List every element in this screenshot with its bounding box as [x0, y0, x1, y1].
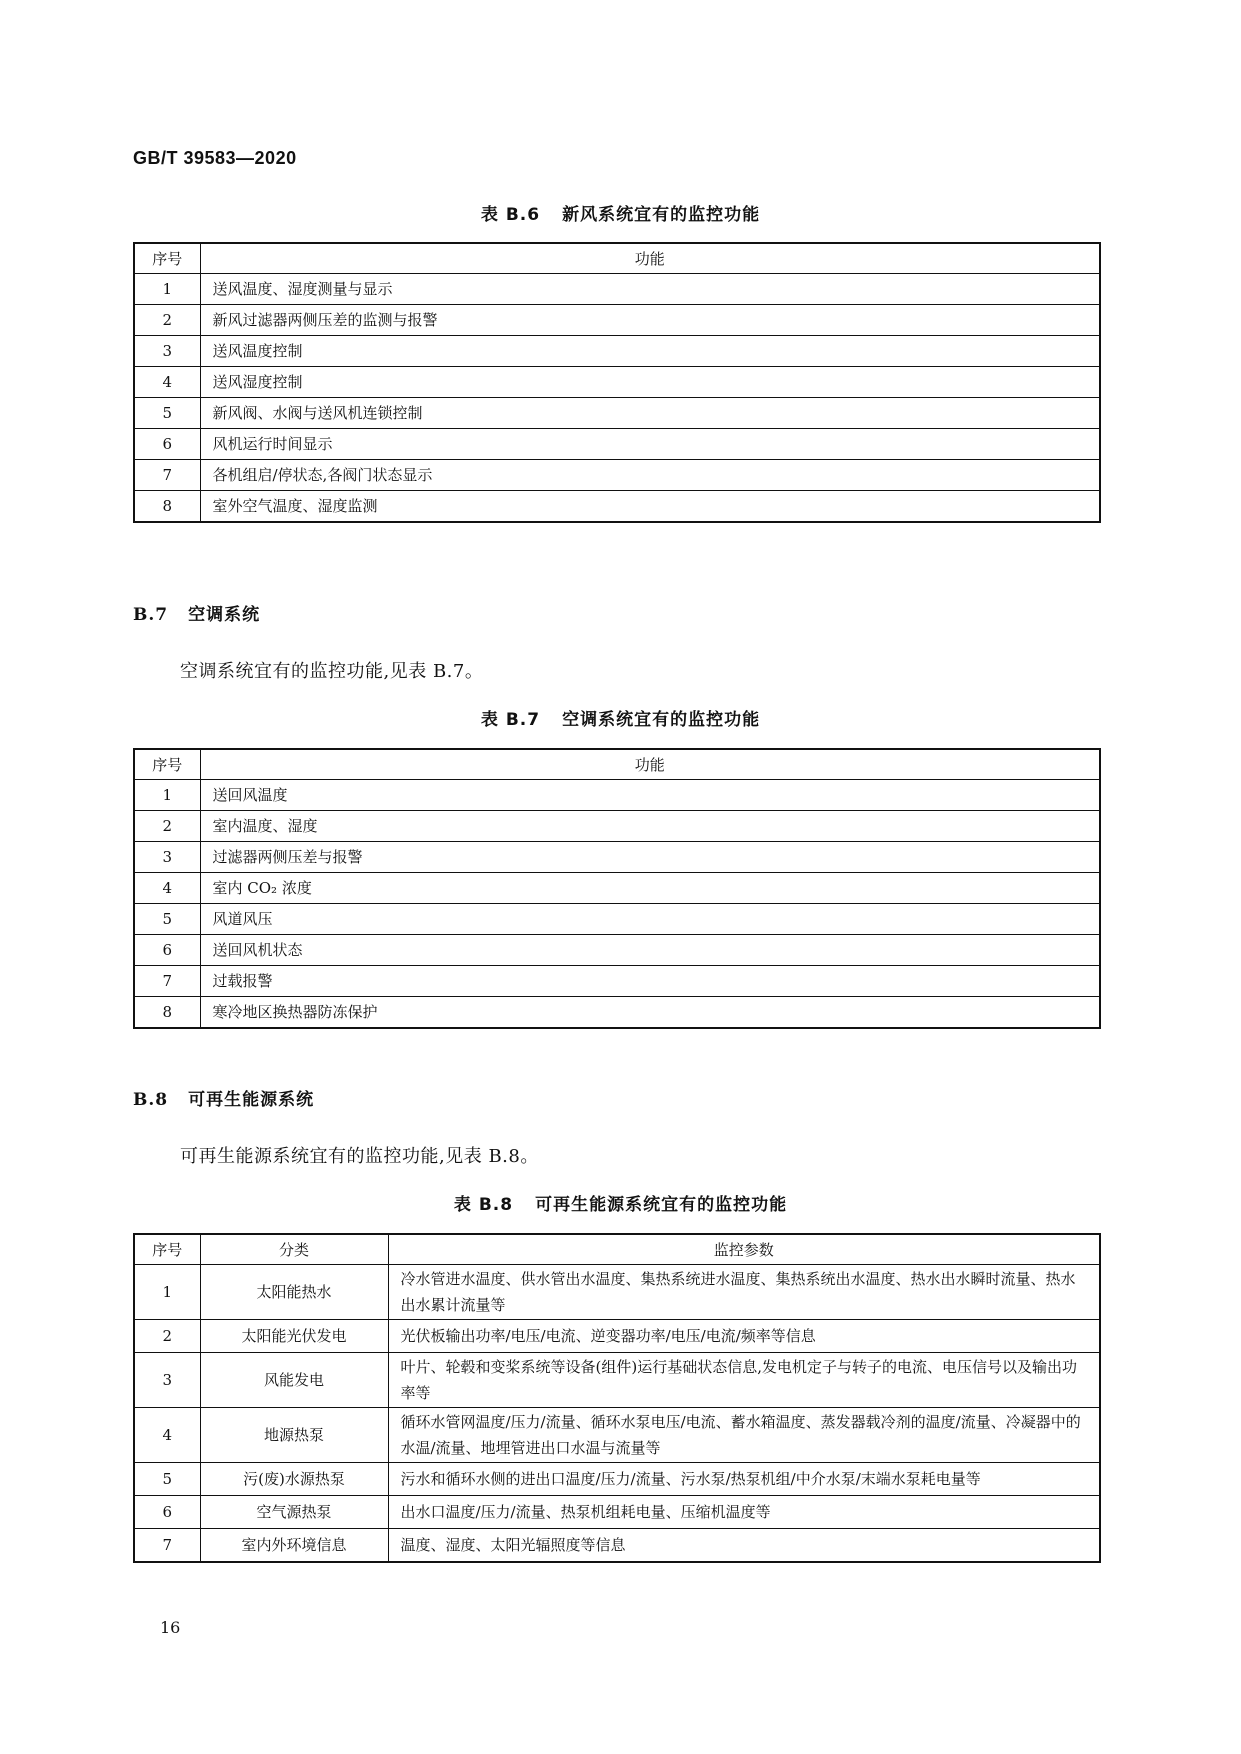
row-function: 风机运行时间显示 — [200, 429, 1100, 460]
table-row — [134, 491, 1100, 523]
row-index: 4 — [134, 873, 200, 904]
row-index: 7 — [134, 1529, 200, 1563]
row-function: 新风过滤器两侧压差的监测与报警 — [200, 305, 1100, 336]
table-b7-caption-number: 表 B.7 — [480, 710, 541, 730]
table-header-row — [134, 243, 1100, 274]
row-parameters: 光伏板输出功率/电压/电流、逆变器功率/电压/电流/频率等信息 — [388, 1320, 1100, 1353]
table-row — [134, 1265, 1100, 1320]
section-b8-heading — [133, 1085, 314, 1110]
table-b6-caption — [0, 200, 1241, 225]
table-b6 — [133, 242, 1101, 523]
table-b6-caption-title: 新风系统宜有的监控功能 — [562, 205, 761, 225]
table-row — [134, 1320, 1100, 1353]
row-index: 3 — [134, 336, 200, 367]
row-index: 8 — [134, 491, 200, 523]
table-row — [134, 811, 1100, 842]
row-function: 各机组启/停状态,各阀门状态显示 — [200, 460, 1100, 491]
table-row — [134, 904, 1100, 935]
table-row — [134, 842, 1100, 873]
row-parameters: 循环水管网温度/压力/流量、循环水泵电压/电流、蓄水箱温度、蒸发器载冷剂的温度/流量、冷凝器中的水温/流量、地埋管进出口水温与流量等 — [388, 1408, 1100, 1463]
table-b7-caption-title: 空调系统宜有的监控功能 — [562, 710, 761, 730]
section-b7-intro: 空调系统宜有的监控功能,见表 B.7。 — [180, 661, 484, 682]
section-b7-heading — [133, 600, 260, 625]
section-b8-number: B.8 — [133, 1090, 169, 1110]
page-number: 16 — [160, 1618, 181, 1637]
row-index: 8 — [134, 997, 200, 1029]
table-row — [134, 398, 1100, 429]
col-header-function: 功能 — [200, 243, 1100, 274]
row-function: 风道风压 — [200, 904, 1100, 935]
row-parameters: 温度、湿度、太阳光辐照度等信息 — [388, 1529, 1100, 1563]
row-index: 4 — [134, 367, 200, 398]
row-category: 风能发电 — [200, 1353, 388, 1408]
table-row — [134, 305, 1100, 336]
row-function: 送风温度控制 — [200, 336, 1100, 367]
table-row — [134, 1529, 1100, 1563]
row-category: 空气源热泵 — [200, 1496, 388, 1529]
row-function: 过滤器两侧压差与报警 — [200, 842, 1100, 873]
row-index: 6 — [134, 429, 200, 460]
row-parameters: 冷水管进水温度、供水管出水温度、集热系统进水温度、集热系统出水温度、热水出水瞬时流量、热水出水累计流量等 — [388, 1265, 1100, 1320]
row-function: 送风温度、湿度测量与显示 — [200, 274, 1100, 305]
row-index: 5 — [134, 398, 200, 429]
section-b7-title: 空调系统 — [188, 605, 261, 625]
col-header-index: 序号 — [134, 1234, 200, 1265]
row-index: 2 — [134, 305, 200, 336]
row-parameters: 出水口温度/压力/流量、热泵机组耗电量、压缩机温度等 — [388, 1496, 1100, 1529]
col-header-category: 分类 — [200, 1234, 388, 1265]
col-header-parameters: 监控参数 — [388, 1234, 1100, 1265]
row-function: 室内温度、湿度 — [200, 811, 1100, 842]
section-b8-title: 可再生能源系统 — [188, 1090, 315, 1110]
col-header-index: 序号 — [134, 749, 200, 780]
table-row — [134, 429, 1100, 460]
row-function: 室外空气温度、湿度监测 — [200, 491, 1100, 523]
table-b7-caption — [0, 705, 1241, 730]
table-row — [134, 1353, 1100, 1408]
row-index: 2 — [134, 811, 200, 842]
row-function: 送回风温度 — [200, 780, 1100, 811]
table-b7 — [133, 748, 1101, 1029]
row-index: 6 — [134, 935, 200, 966]
table-header-row — [134, 749, 1100, 780]
row-function: 室内 CO₂ 浓度 — [200, 873, 1100, 904]
row-index: 4 — [134, 1408, 200, 1463]
standard-code: GB/T 39583—2020 — [133, 148, 297, 168]
row-category: 室内外环境信息 — [200, 1529, 388, 1563]
row-function: 送回风机状态 — [200, 935, 1100, 966]
row-category: 太阳能热水 — [200, 1265, 388, 1320]
table-row — [134, 966, 1100, 997]
row-index: 3 — [134, 1353, 200, 1408]
table-header-row — [134, 1234, 1100, 1265]
col-header-index: 序号 — [134, 243, 200, 274]
table-row — [134, 367, 1100, 398]
row-index: 2 — [134, 1320, 200, 1353]
table-b8-caption-title: 可再生能源系统宜有的监控功能 — [535, 1195, 788, 1215]
row-index: 1 — [134, 1265, 200, 1320]
row-index: 7 — [134, 966, 200, 997]
row-category: 地源热泵 — [200, 1408, 388, 1463]
row-index: 7 — [134, 460, 200, 491]
row-category: 太阳能光伏发电 — [200, 1320, 388, 1353]
row-index: 1 — [134, 780, 200, 811]
table-b8-caption — [0, 1190, 1241, 1215]
table-row — [134, 336, 1100, 367]
table-row — [134, 274, 1100, 305]
row-function: 送风湿度控制 — [200, 367, 1100, 398]
table-b8 — [133, 1233, 1101, 1563]
row-function: 新风阀、水阀与送风机连锁控制 — [200, 398, 1100, 429]
section-b8-intro: 可再生能源系统宜有的监控功能,见表 B.8。 — [180, 1146, 539, 1167]
row-index: 5 — [134, 1463, 200, 1496]
row-index: 3 — [134, 842, 200, 873]
table-row — [134, 1496, 1100, 1529]
row-index: 6 — [134, 1496, 200, 1529]
row-index: 5 — [134, 904, 200, 935]
row-category: 污(废)水源热泵 — [200, 1463, 388, 1496]
table-row — [134, 460, 1100, 491]
col-header-function: 功能 — [200, 749, 1100, 780]
row-parameters: 叶片、轮毂和变桨系统等设备(组件)运行基础状态信息,发电机定子与转子的电流、电压信号以及输出功率等 — [388, 1353, 1100, 1408]
table-row — [134, 873, 1100, 904]
table-row — [134, 997, 1100, 1029]
section-b7-number: B.7 — [133, 605, 169, 625]
table-b8-caption-number: 表 B.8 — [453, 1195, 514, 1215]
table-row — [134, 1463, 1100, 1496]
table-row — [134, 935, 1100, 966]
table-b6-caption-number: 表 B.6 — [480, 205, 541, 225]
table-row — [134, 780, 1100, 811]
table-row — [134, 1408, 1100, 1463]
row-function: 过载报警 — [200, 966, 1100, 997]
row-index: 1 — [134, 274, 200, 305]
row-parameters: 污水和循环水侧的进出口温度/压力/流量、污水泵/热泵机组/中介水泵/末端水泵耗电量等 — [388, 1463, 1100, 1496]
row-function: 寒冷地区换热器防冻保护 — [200, 997, 1100, 1029]
